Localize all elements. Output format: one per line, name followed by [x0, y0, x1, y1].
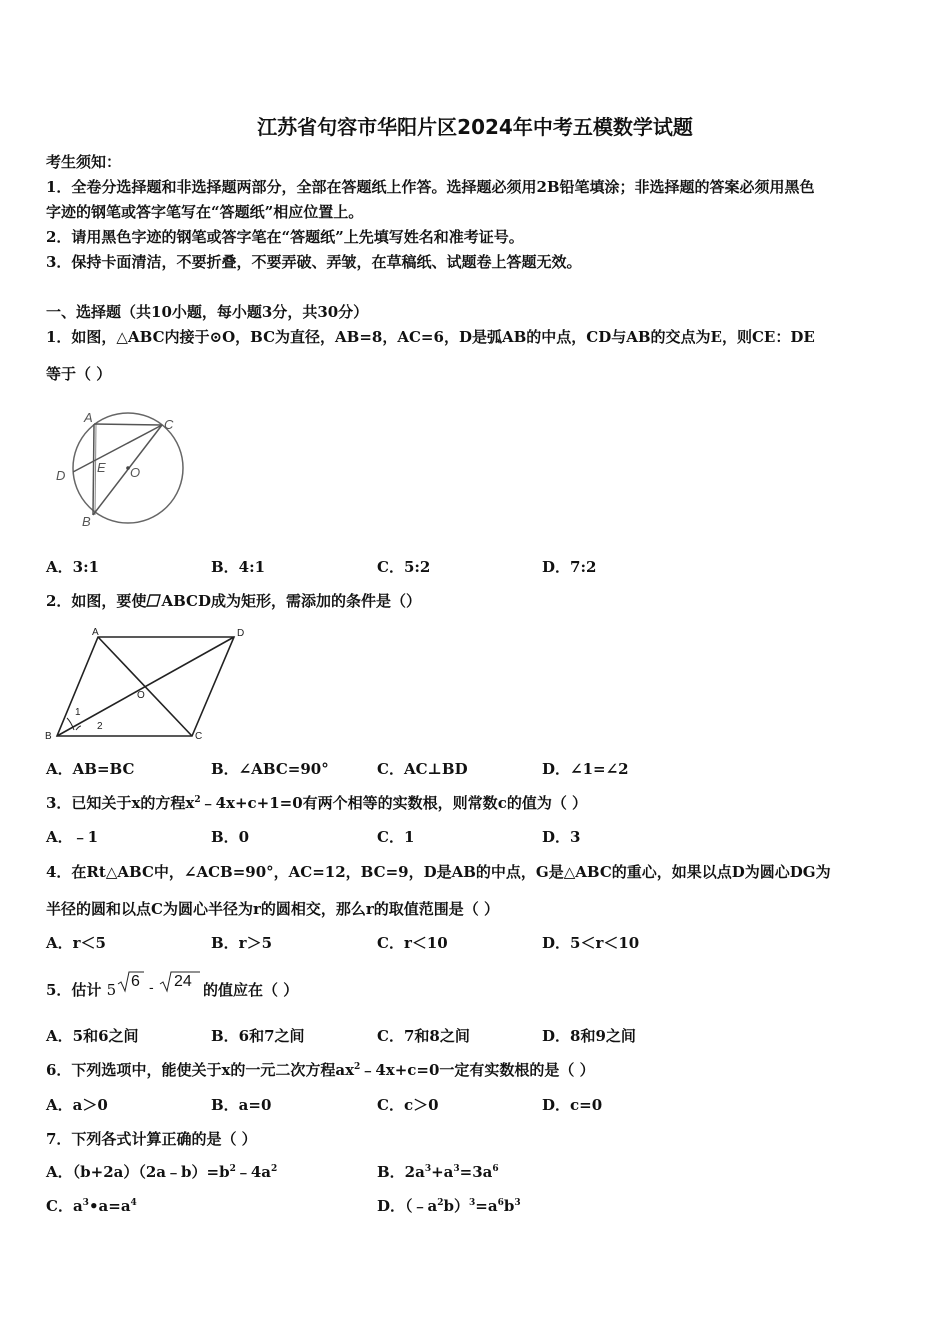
q1-label-b: B [82, 514, 91, 529]
q5-minus: - [149, 979, 154, 995]
q5-option-a[interactable]: A．5和6之间 [46, 1027, 139, 1045]
q1-label-a: A [84, 410, 93, 425]
q6-option-a[interactable]: A．a＞0 [46, 1096, 108, 1114]
q5-coefficient: 5 [106, 981, 117, 999]
q7-b-part3: =3a [459, 1163, 493, 1181]
q4-stem: 4．在Rt△ABC中，∠ACB=90°，AC=12，BC=9，D是AB的中点，G是△ABC的重心，如果以点D为圆心DG为 [46, 863, 831, 881]
q1-option-a[interactable]: A．3:1 [46, 558, 100, 576]
q7-c-exp2: 4 [130, 1198, 137, 1208]
q6-stem-post: ﹣4x+c=0一定有实数根的是（ ） [360, 1061, 595, 1079]
q7-d-part2: b） [443, 1197, 469, 1215]
q7-d-exp4: 3 [514, 1198, 521, 1208]
q2-stem-pre: 2．如图，要使 [46, 592, 147, 610]
q6-option-c[interactable]: C．c＞0 [377, 1096, 439, 1114]
q7-d-part3: =a [475, 1197, 498, 1215]
notice-item-1: 1．全卷分选择题和非选择题两部分，全部在答题纸上作答。选择题必须用2B铅笔填涂；非选择题的答案必须用黑色 [46, 178, 815, 196]
q1-label-o: O [130, 465, 141, 480]
q5-stem-pre: 5．估计 [46, 981, 102, 999]
q7-a-part1: A．（b+2a）（2a﹣b）=b [46, 1163, 230, 1181]
q1-label-d: D [56, 468, 66, 483]
q3-option-a[interactable]: A．﹣1 [46, 828, 99, 846]
notice-item-2: 2．请用黑色字迹的钢笔或答字笔在“答题纸”上先填写姓名和准考证号。 [46, 228, 524, 246]
q5-stem [46, 980, 116, 1000]
q7-b-part2: +a [431, 1163, 454, 1181]
q2-label-o: O [137, 690, 145, 701]
section-heading: 一、选择题（共10小题，每小题3分，共30分） [46, 303, 369, 321]
q2-parallelogram-figure [40, 624, 255, 744]
q1-label-c: C [164, 417, 174, 432]
q2-option-c[interactable]: C．AC⊥BD [377, 760, 468, 778]
notice-item-1-cont: 字迹的钢笔或答字笔写在“答题纸”相应位置上。 [46, 203, 364, 221]
q1-option-b[interactable]: B．4:1 [211, 558, 266, 576]
q2-label-b: B [45, 731, 52, 742]
q6-stem [46, 1060, 595, 1080]
q7-a-exp1: 2 [229, 1164, 236, 1174]
q2-label-a: A [92, 627, 99, 638]
q7-b-exp2: 3 [453, 1164, 460, 1174]
q3-stem [46, 793, 587, 813]
q1-option-c[interactable]: C．5:2 [377, 558, 431, 576]
q2-label-c: C [195, 731, 203, 742]
q7-b-part1: B．2a [377, 1163, 425, 1181]
q2-angle-1: 1 [75, 707, 81, 718]
page-title: 江苏省句容市华阳片区2024年中考五模数学试题 [257, 115, 693, 139]
q7-d-part1: D．（﹣a [377, 1197, 438, 1215]
q6-exponent: 2 [354, 1062, 361, 1072]
q2-option-b[interactable]: B．∠ABC=90° [211, 760, 329, 778]
q5-sqrt-expression [116, 969, 206, 997]
q6-option-d[interactable]: D．c=0 [542, 1096, 603, 1114]
q7-d-exp2: 3 [469, 1198, 476, 1208]
q5-option-c[interactable]: C．7和8之间 [377, 1027, 470, 1045]
q3-option-b[interactable]: B．0 [211, 828, 250, 846]
q6-stem-pre: 6．下列选项中，能使关于x的一元二次方程ax [46, 1061, 355, 1079]
q1-stem-cont: 等于（ ） [46, 365, 112, 383]
q7-c-part2: •a=a [88, 1197, 131, 1215]
q7-b-exp3: 6 [492, 1164, 499, 1174]
q5-radicand-1: 6 [131, 973, 140, 990]
q3-option-c[interactable]: C．1 [377, 828, 415, 846]
q5-radicand-2: 24 [174, 973, 192, 990]
q2-angle-2: 2 [97, 721, 103, 732]
q7-b-exp1: 3 [424, 1164, 432, 1174]
q2-option-d[interactable]: D．∠1=∠2 [542, 760, 629, 778]
q7-c-exp1: 3 [82, 1198, 89, 1208]
q2-stem [46, 591, 421, 611]
q5-stem-post: 的值应在（ ） [203, 981, 299, 999]
q7-option-a[interactable] [46, 1162, 277, 1182]
q3-exponent: 2 [194, 795, 201, 805]
q2-option-a[interactable]: A．AB=BC [46, 760, 135, 778]
q1-stem: 1．如图，△ABC内接于⊙O，BC为直径，AB=8，AC=6，D是弧AB的中点，CD与AB的交点为E，则CE：DE [46, 328, 815, 346]
q5-option-b[interactable]: B．6和7之间 [211, 1027, 305, 1045]
q4-option-d[interactable]: D．5＜r＜10 [542, 934, 640, 952]
q1-label-e: E [97, 460, 106, 475]
notice-item-3: 3．保持卡面清洁，不要折叠，不要弄破、弄皱，在草稿纸、试题卷上答题无效。 [46, 253, 582, 271]
q4-option-a[interactable]: A．r＜5 [46, 934, 106, 952]
q7-c-part1: C．a [46, 1197, 83, 1215]
q3-stem-pre: 3．已知关于x的方程x [46, 794, 195, 812]
q7-a-part2: ﹣4a [235, 1163, 271, 1181]
q7-stem: 7．下列各式计算正确的是（ ） [46, 1130, 257, 1148]
q5-option-d[interactable]: D．8和9之间 [542, 1027, 636, 1045]
q7-d-exp3: 6 [497, 1198, 504, 1208]
q1-option-d[interactable]: D．7:2 [542, 558, 597, 576]
q1-circle-figure [50, 405, 200, 535]
q4-stem-cont: 半径的圆和以点C为圆心半径为r的圆相交，那么r的取值范围是（ ） [46, 900, 499, 918]
q7-d-part4: b [503, 1197, 515, 1215]
q7-option-b[interactable] [377, 1162, 499, 1182]
parallelogram-icon [146, 593, 161, 608]
q7-option-c[interactable] [46, 1196, 137, 1216]
q4-option-c[interactable]: C．r＜10 [377, 934, 448, 952]
q7-d-exp1: 2 [437, 1198, 444, 1208]
q2-stem-post: ABCD成为矩形，需添加的条件是（） [161, 592, 421, 610]
q4-option-b[interactable]: B．r＞5 [211, 934, 273, 952]
q7-option-d[interactable] [377, 1196, 521, 1216]
q7-a-exp2: 2 [271, 1164, 278, 1174]
notice-heading: 考生须知： [46, 153, 122, 171]
q3-option-d[interactable]: D．3 [542, 828, 581, 846]
q3-stem-post: ﹣4x+c+1=0有两个相等的实数根，则常数c的值为（ ） [200, 794, 588, 812]
q6-option-b[interactable]: B．a=0 [211, 1096, 272, 1114]
q2-label-d: D [237, 628, 245, 639]
